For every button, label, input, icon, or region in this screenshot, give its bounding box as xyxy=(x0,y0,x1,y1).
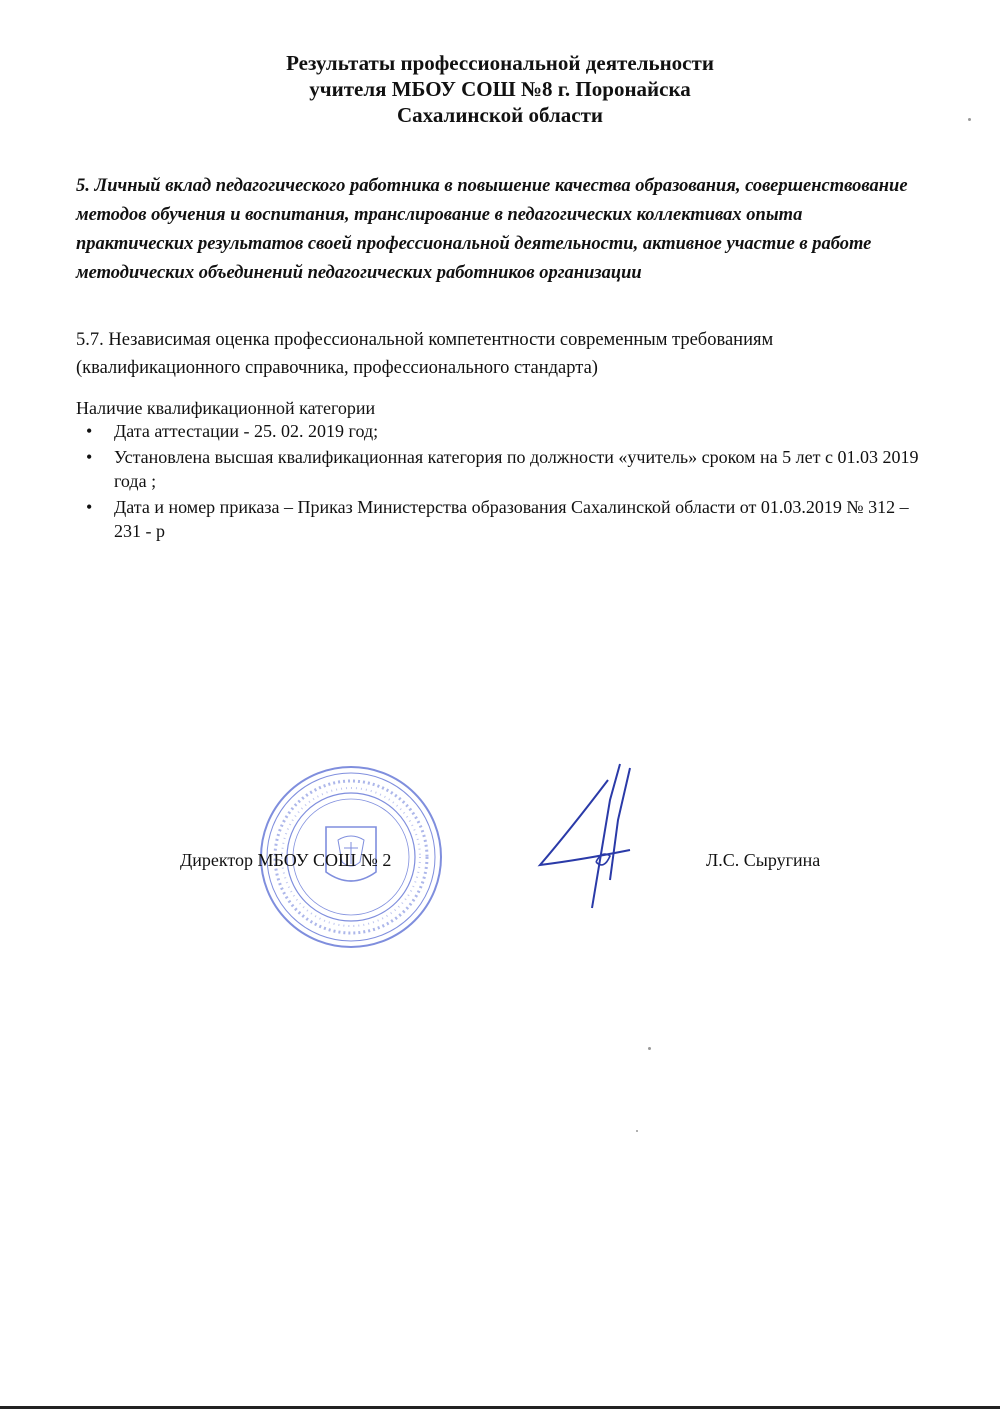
document-title xyxy=(0,50,1000,128)
signatory-role: Директор МБОУ СОШ № 2 xyxy=(180,850,392,870)
scan-speck xyxy=(648,1047,651,1050)
title-line-1: Результаты профессиональной деятельности xyxy=(286,51,714,75)
title-line-3: Сахалинской области xyxy=(396,103,604,127)
subsection-text: 5.7. Независимая оценка профессиональной компетентности современным требованиям (квалификационного справочника, профессионального стандарта) xyxy=(76,330,774,378)
list-item-text: Установлена высшая квалификационная категория по должности «учитель» сроком на 5 лет с 01.03 2019 года ; xyxy=(114,447,919,491)
signatory-name: Л.С. Сыругина xyxy=(706,850,821,870)
bullet-icon: • xyxy=(86,421,93,441)
bullet-icon: • xyxy=(86,447,93,467)
list-item xyxy=(76,495,936,543)
list-item-text: Дата и номер приказа – Приказ Министерства образования Сахалинской области от 01.03.2019 № 312 – 231 - р xyxy=(114,497,909,541)
bullet-icon: • xyxy=(86,497,93,517)
list-item-text: Дата аттестации - 25. 02. 2019 год; xyxy=(114,421,379,441)
handwritten-signature-icon xyxy=(530,760,650,910)
category-list xyxy=(76,419,936,545)
list-item xyxy=(76,445,936,493)
title-line-2: учителя МБОУ СОШ №8 г. Поронайска xyxy=(309,77,691,101)
scan-speck xyxy=(968,118,971,121)
scan-speck xyxy=(636,1130,638,1132)
list-item xyxy=(76,419,936,443)
section-heading: 5. Личный вклад педагогического работника в повышение качества образования, совершенствование методов обучения и воспитания, транслирование в педагогических коллективах опыта практических результатов своей профессиональной деятельности, активное участие в работе методических объединений педагогических работников организации xyxy=(76,176,908,283)
category-lead: Наличие квалификационной категории xyxy=(76,398,376,418)
scan-edge-line xyxy=(0,1406,1000,1409)
